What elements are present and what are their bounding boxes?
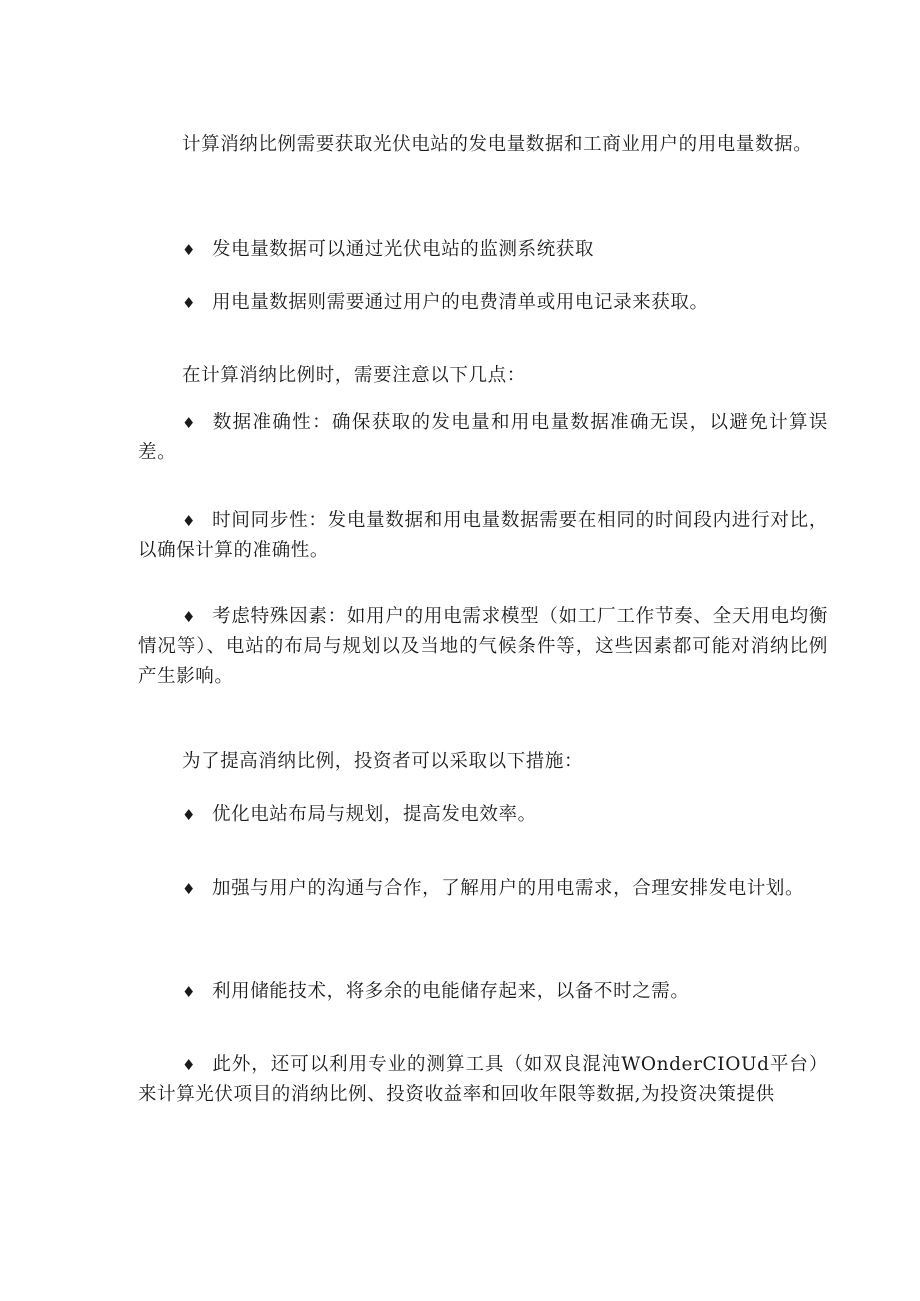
bullet-time-sync — [138, 506, 828, 566]
diamond-bullet-icon: ♦ — [182, 608, 197, 626]
bullet-user-communication — [138, 874, 828, 904]
paragraph-notes-intro — [138, 361, 828, 391]
bullet-text: 加强与用户的沟通与合作，了解用户的用电需求，合理安排发电计划。 — [212, 878, 805, 899]
bullet-text: 数据准确性：确保获取的发电量和用电量数据准确无误，以避免计算误差。 — [138, 412, 828, 463]
paragraph-text: 为了提高消纳比例，投资者可以采取以下措施： — [182, 751, 584, 772]
bullet-text: 发电量数据可以通过光伏电站的监测系统获取 — [212, 239, 595, 260]
bullet-special-factors — [138, 602, 828, 692]
diamond-bullet-icon: ♦ — [182, 1056, 197, 1074]
bullet-consumption-data — [138, 288, 828, 318]
diamond-bullet-icon: ♦ — [182, 880, 197, 898]
bullet-text: 考虑特殊因素：如用户的用电需求模型（如工厂工作节奏、全天用电均衡情况等）、电站的布局与规划以及当地的气候条件等，这些因素都可能对消纳比例产生影响。 — [138, 606, 828, 687]
diamond-bullet-icon: ♦ — [182, 241, 197, 259]
bullet-optimize-layout — [138, 800, 828, 830]
bullet-text: 用电量数据则需要通过用户的电费清单或用电记录来获取。 — [212, 292, 709, 313]
diamond-bullet-icon: ♦ — [182, 512, 197, 530]
bullet-data-accuracy — [138, 408, 828, 468]
bullet-text: 此外，还可以利用专业的测算工具（如双良混沌WOnderCIOUd平台）来计算光伏项目的消纳比例、投资收益率和回收年限等数据,为投资决策提供 — [138, 1054, 828, 1105]
paragraph-text: 计算消纳比例需要获取光伏电站的发电量数据和工商业用户的用电量数据。 — [182, 134, 813, 155]
diamond-bullet-icon: ♦ — [182, 414, 197, 432]
diamond-bullet-icon: ♦ — [182, 294, 197, 312]
bullet-generation-data — [138, 235, 828, 265]
bullet-measurement-tools — [138, 1050, 828, 1110]
diamond-bullet-icon: ♦ — [182, 806, 197, 824]
paragraph-text: 在计算消纳比例时，需要注意以下几点： — [182, 365, 526, 386]
bullet-text: 优化电站布局与规划，提高发电效率。 — [212, 804, 537, 825]
bullet-text: 利用储能技术，将多余的电能储存起来，以备不时之需。 — [212, 981, 690, 1002]
diamond-bullet-icon: ♦ — [182, 983, 197, 1001]
paragraph-measures-intro — [138, 747, 828, 777]
bullet-energy-storage — [138, 977, 828, 1007]
paragraph-data-requirements — [138, 130, 828, 160]
bullet-text: 时间同步性：发电量数据和用电量数据需要在相同的时间段内进行对比，以确保计算的准确性。 — [138, 510, 828, 561]
